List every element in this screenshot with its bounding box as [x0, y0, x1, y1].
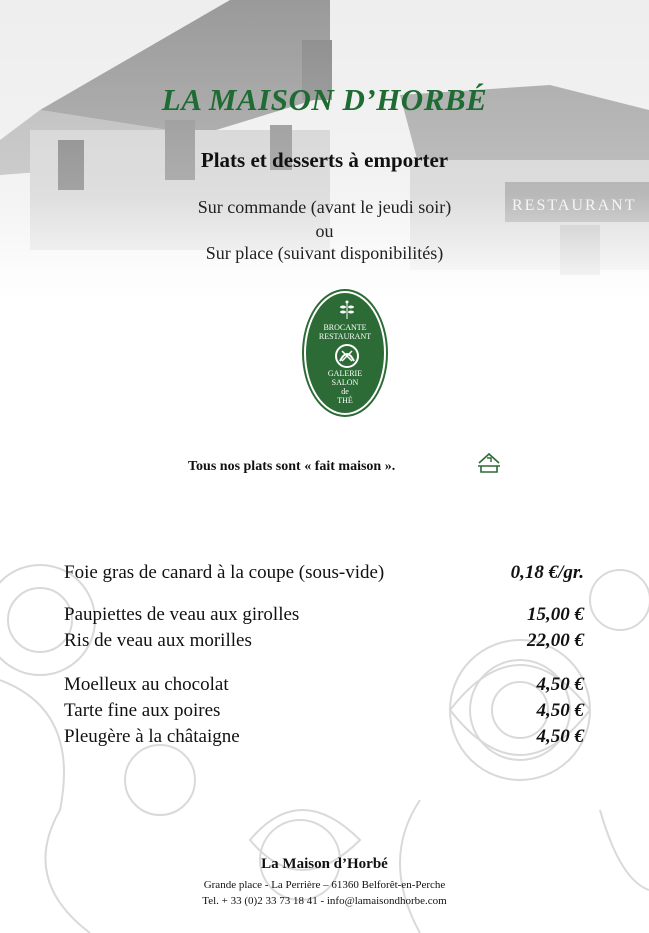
menu-item-name: Tarte fine aux poires: [64, 700, 221, 721]
menu-item-price: 22,00 €: [527, 630, 584, 651]
sprig-icon: [336, 299, 358, 321]
menu-item-price: 4,50 €: [536, 726, 584, 747]
menu-item-name: Foie gras de canard à la coupe (sous-vide): [64, 562, 385, 583]
order-info-line-1: Sur commande (avant le jeudi soir): [197, 197, 452, 217]
menu-item-price: 4,50 €: [536, 674, 584, 695]
house-icon: [476, 452, 502, 474]
footer-contact: Tel. + 33 (0)2 33 73 18 41 - info@lamaisondhorbe.com: [202, 895, 447, 907]
menu-item-price: 4,50 €: [536, 700, 584, 721]
order-info-line-3: Sur place (suivant disponibilités): [205, 243, 444, 263]
menu-item: [64, 674, 584, 698]
homemade-note: Tous nos plats sont « fait maison ».: [188, 459, 396, 474]
menu-item: [64, 700, 584, 724]
footer-business-name: La Maison d’Horbé: [261, 856, 388, 872]
menu-item: [64, 562, 584, 586]
menu-item-name: Pleugère à la châtaigne: [64, 726, 240, 747]
page-title: LA MAISON D’HORBÉ: [161, 82, 488, 117]
menu-item-price: 0,18 €/gr.: [510, 562, 584, 583]
menu-item-name: Moelleux au chocolat: [64, 674, 229, 695]
logo-text-galerie: GALERIE: [327, 369, 363, 378]
menu-item: [64, 604, 584, 628]
logo-text-restaurant: RESTAURANT: [318, 332, 372, 341]
page-subtitle: Plats et desserts à emporter: [200, 148, 449, 172]
menu-item-name: Paupiettes de veau aux girolles: [64, 604, 300, 625]
logo-text-salon: SALON: [331, 378, 359, 387]
brand-logo: [304, 291, 386, 415]
menu-item: [64, 726, 584, 750]
menu-item: [64, 630, 584, 654]
order-info-line-2: ou: [315, 221, 334, 241]
footer-address: Grande place - La Perrière – 61360 Belforêt-en-Perche: [203, 879, 446, 891]
logo-text-brocante: BROCANTE: [323, 323, 367, 332]
menu-item-name: Ris de veau aux morilles: [64, 630, 252, 651]
monogram-icon: [334, 343, 360, 369]
logo-text-de: de: [341, 387, 349, 396]
logo-text-the: THÉ: [337, 396, 353, 405]
menu-item-price: 15,00 €: [527, 604, 584, 625]
